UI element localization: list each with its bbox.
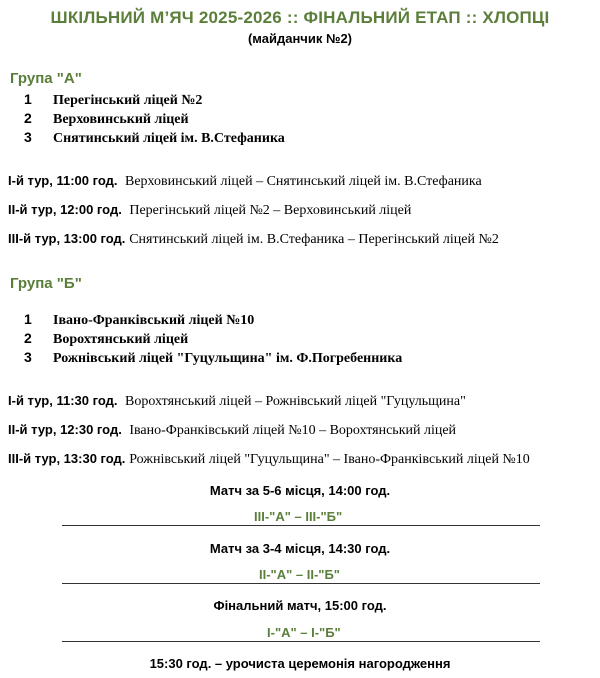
group-a-team <box>24 91 202 109</box>
page-title: ШКІЛЬНИЙ М’ЯЧ 2025-2026 :: ФІНАЛЬНИЙ ЕТАП :: ХЛОПЦІ <box>50 8 550 27</box>
team-number: 3 <box>24 129 32 145</box>
ceremony-note: 15:30 год. – урочиста церемонія нагородження <box>149 656 451 671</box>
group-b-heading: Група "Б" <box>10 275 82 292</box>
match-5-6-line <box>62 509 540 526</box>
team-number: 1 <box>24 311 32 327</box>
group-a-round <box>8 202 411 219</box>
group-b-team <box>24 311 254 329</box>
team-name: Рожнівський ліцей "Гуцульщина" ім. Ф.Погребенника <box>53 351 403 366</box>
round-label: ІІ-й тур, 12:00 год. <box>8 202 122 217</box>
team-name: Івано-Франківський ліцей №10 <box>53 313 255 328</box>
page-subtitle: (майданчик №2) <box>247 31 353 46</box>
team-number: 1 <box>24 91 32 107</box>
team-number: 3 <box>24 349 32 365</box>
round-label: І-й тур, 11:00 год. <box>8 173 118 188</box>
group-b-round <box>8 451 530 468</box>
round-match: Перегінський ліцей №2 – Верховинський ліцей <box>129 203 412 218</box>
group-a-heading: Група "А" <box>10 70 82 87</box>
round-match: Івано-Франківський ліцей №10 – Ворохтянський ліцей <box>129 423 457 438</box>
group-a-team <box>24 110 189 128</box>
group-b-team <box>24 330 188 348</box>
group-a-team <box>24 129 285 147</box>
round-label: І-й тур, 11:30 год. <box>8 393 118 408</box>
team-name: Верховинський ліцей <box>53 112 189 127</box>
team-number: 2 <box>24 110 32 126</box>
round-match: Ворохтянський ліцей – Рожнівський ліцей "Гуцульщина" <box>125 394 466 409</box>
group-b-round <box>8 393 466 410</box>
final-match-heading: Фінальний матч, 15:00 год. <box>213 598 387 613</box>
group-b-team <box>24 349 402 367</box>
match-3-4-heading: Матч за 3-4 місця, 14:30 год. <box>209 541 391 556</box>
match-5-6-code: ІІІ-"А" – ІІІ-"Б" <box>254 509 343 524</box>
match-5-6-heading: Матч за 5-6 місця, 14:00 год. <box>209 483 391 498</box>
final-match-code: І-"А" – І-"Б" <box>267 625 341 640</box>
group-a-round <box>8 173 482 190</box>
round-match: Рожнівський ліцей "Гуцульщина" – Івано-Франківський ліцей №10 <box>129 452 530 467</box>
match-3-4-code: ІІ-"А" – ІІ-"Б" <box>259 567 340 582</box>
team-name: Снятинський ліцей ім. В.Стефаника <box>53 131 285 146</box>
final-match-line <box>62 625 540 642</box>
match-3-4-line <box>62 567 540 584</box>
team-name: Перегінський ліцей №2 <box>53 93 203 108</box>
group-b-round <box>8 422 456 439</box>
team-name: Ворохтянський ліцей <box>53 332 189 347</box>
round-match: Снятинський ліцей ім. В.Стефаника – Перегінський ліцей №2 <box>129 232 499 247</box>
round-match: Верховинський ліцей – Снятинський ліцей ім. В.Стефаника <box>125 174 482 189</box>
round-label: ІІІ-й тур, 13:30 год. <box>8 451 126 466</box>
round-label: ІІІ-й тур, 13:00 год. <box>8 231 126 246</box>
team-number: 2 <box>24 330 32 346</box>
round-label: ІІ-й тур, 12:30 год. <box>8 422 122 437</box>
group-a-round <box>8 231 499 248</box>
